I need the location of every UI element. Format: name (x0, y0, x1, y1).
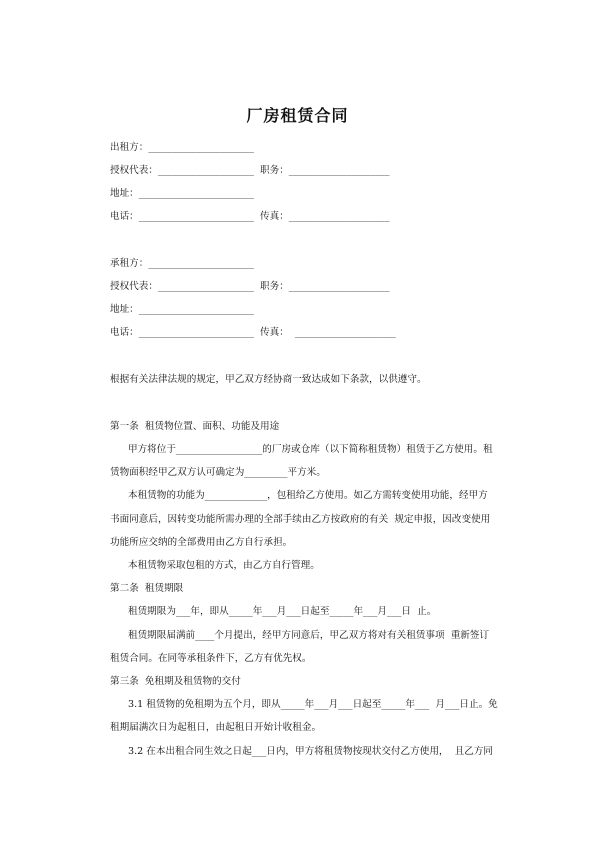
page-title: 厂房租赁合同 (246, 106, 349, 125)
lessor-name-line: 出租方：______________________ (110, 142, 254, 153)
article-1-paragraph-2-line-2: 书面同意后，因转变功能所需办理的全部手续由乙方按政府的有关 规定申报，因改变使用 (110, 514, 491, 525)
intro-paragraph: 根据有关法律法规的规定，甲乙双方经协商一致达成如下条款，以供遵守。 (110, 374, 427, 385)
article-1-paragraph-2-line-3: 功能所应交纳的全部费用由乙方自行承担。 (110, 537, 293, 548)
article-3-paragraph-2-line-1: 3.2 在本出租合同生效之日起___日内，甲方将租赁物按现状交付乙方使用， 且乙方同 (128, 746, 493, 757)
lessee-phone-fax-line: 电话：________________________ 传真： _____________________ (110, 327, 396, 338)
lessee-name-line: 承租方：______________________ (110, 258, 254, 269)
lessee-representative-line: 授权代表：____________________ 职务：_____________________ (110, 281, 390, 292)
article-3-paragraph-1-line-2: 租期届满次日为起租日，由起租日开始计收租金。 (110, 722, 322, 733)
article-1-paragraph-1-line-1: 甲方将位于__________________的厂房或仓库（以下简称租赁物）租赁于乙方使用。租 (128, 444, 493, 455)
article-1-heading: 第一条 租赁物位置、面积、功能及用途 (110, 421, 280, 432)
lessor-representative-line: 授权代表：____________________ 职务：_____________________ (110, 165, 390, 176)
lessee-address-line: 地址：________________________ (110, 304, 254, 315)
lessor-phone-fax-line: 电话：________________________ 传真：_____________________ (110, 211, 390, 222)
article-2-paragraph-2-line-1: 租赁期限届满前____个月提出，经甲方同意后，甲乙双方将对有关租赁事项 重新签订 (128, 630, 490, 641)
article-2-heading: 第二条 租赁期限 (110, 583, 184, 594)
article-1-paragraph-1-line-2: 赁物面积经甲乙双方认可确定为_________平方米。 (110, 467, 326, 478)
lessor-address-line: 地址：________________________ (110, 188, 254, 199)
article-3-paragraph-1-line-1: 3.1 租赁物的免租期为五个月，即从_____年___月___日起至_____年___ 月___日止。免 (128, 699, 498, 710)
article-2-paragraph-2-line-2: 租赁合同。在同等承租条件下，乙方有优先权。 (110, 653, 312, 664)
article-1-paragraph-2-line-1: 本租赁物的功能为_____________，包租给乙方使用。如乙方需转变使用功能，经甲方 (128, 490, 488, 501)
article-2-paragraph-1: 租赁期限为___年，即从_____年___月___日起至_____年___月___日 止。 (128, 606, 437, 617)
article-1-paragraph-3: 本租赁物采取包租的方式，由乙方自行管理。 (128, 560, 320, 571)
article-3-heading: 第三条 免租期及租赁物的交付 (110, 676, 241, 687)
